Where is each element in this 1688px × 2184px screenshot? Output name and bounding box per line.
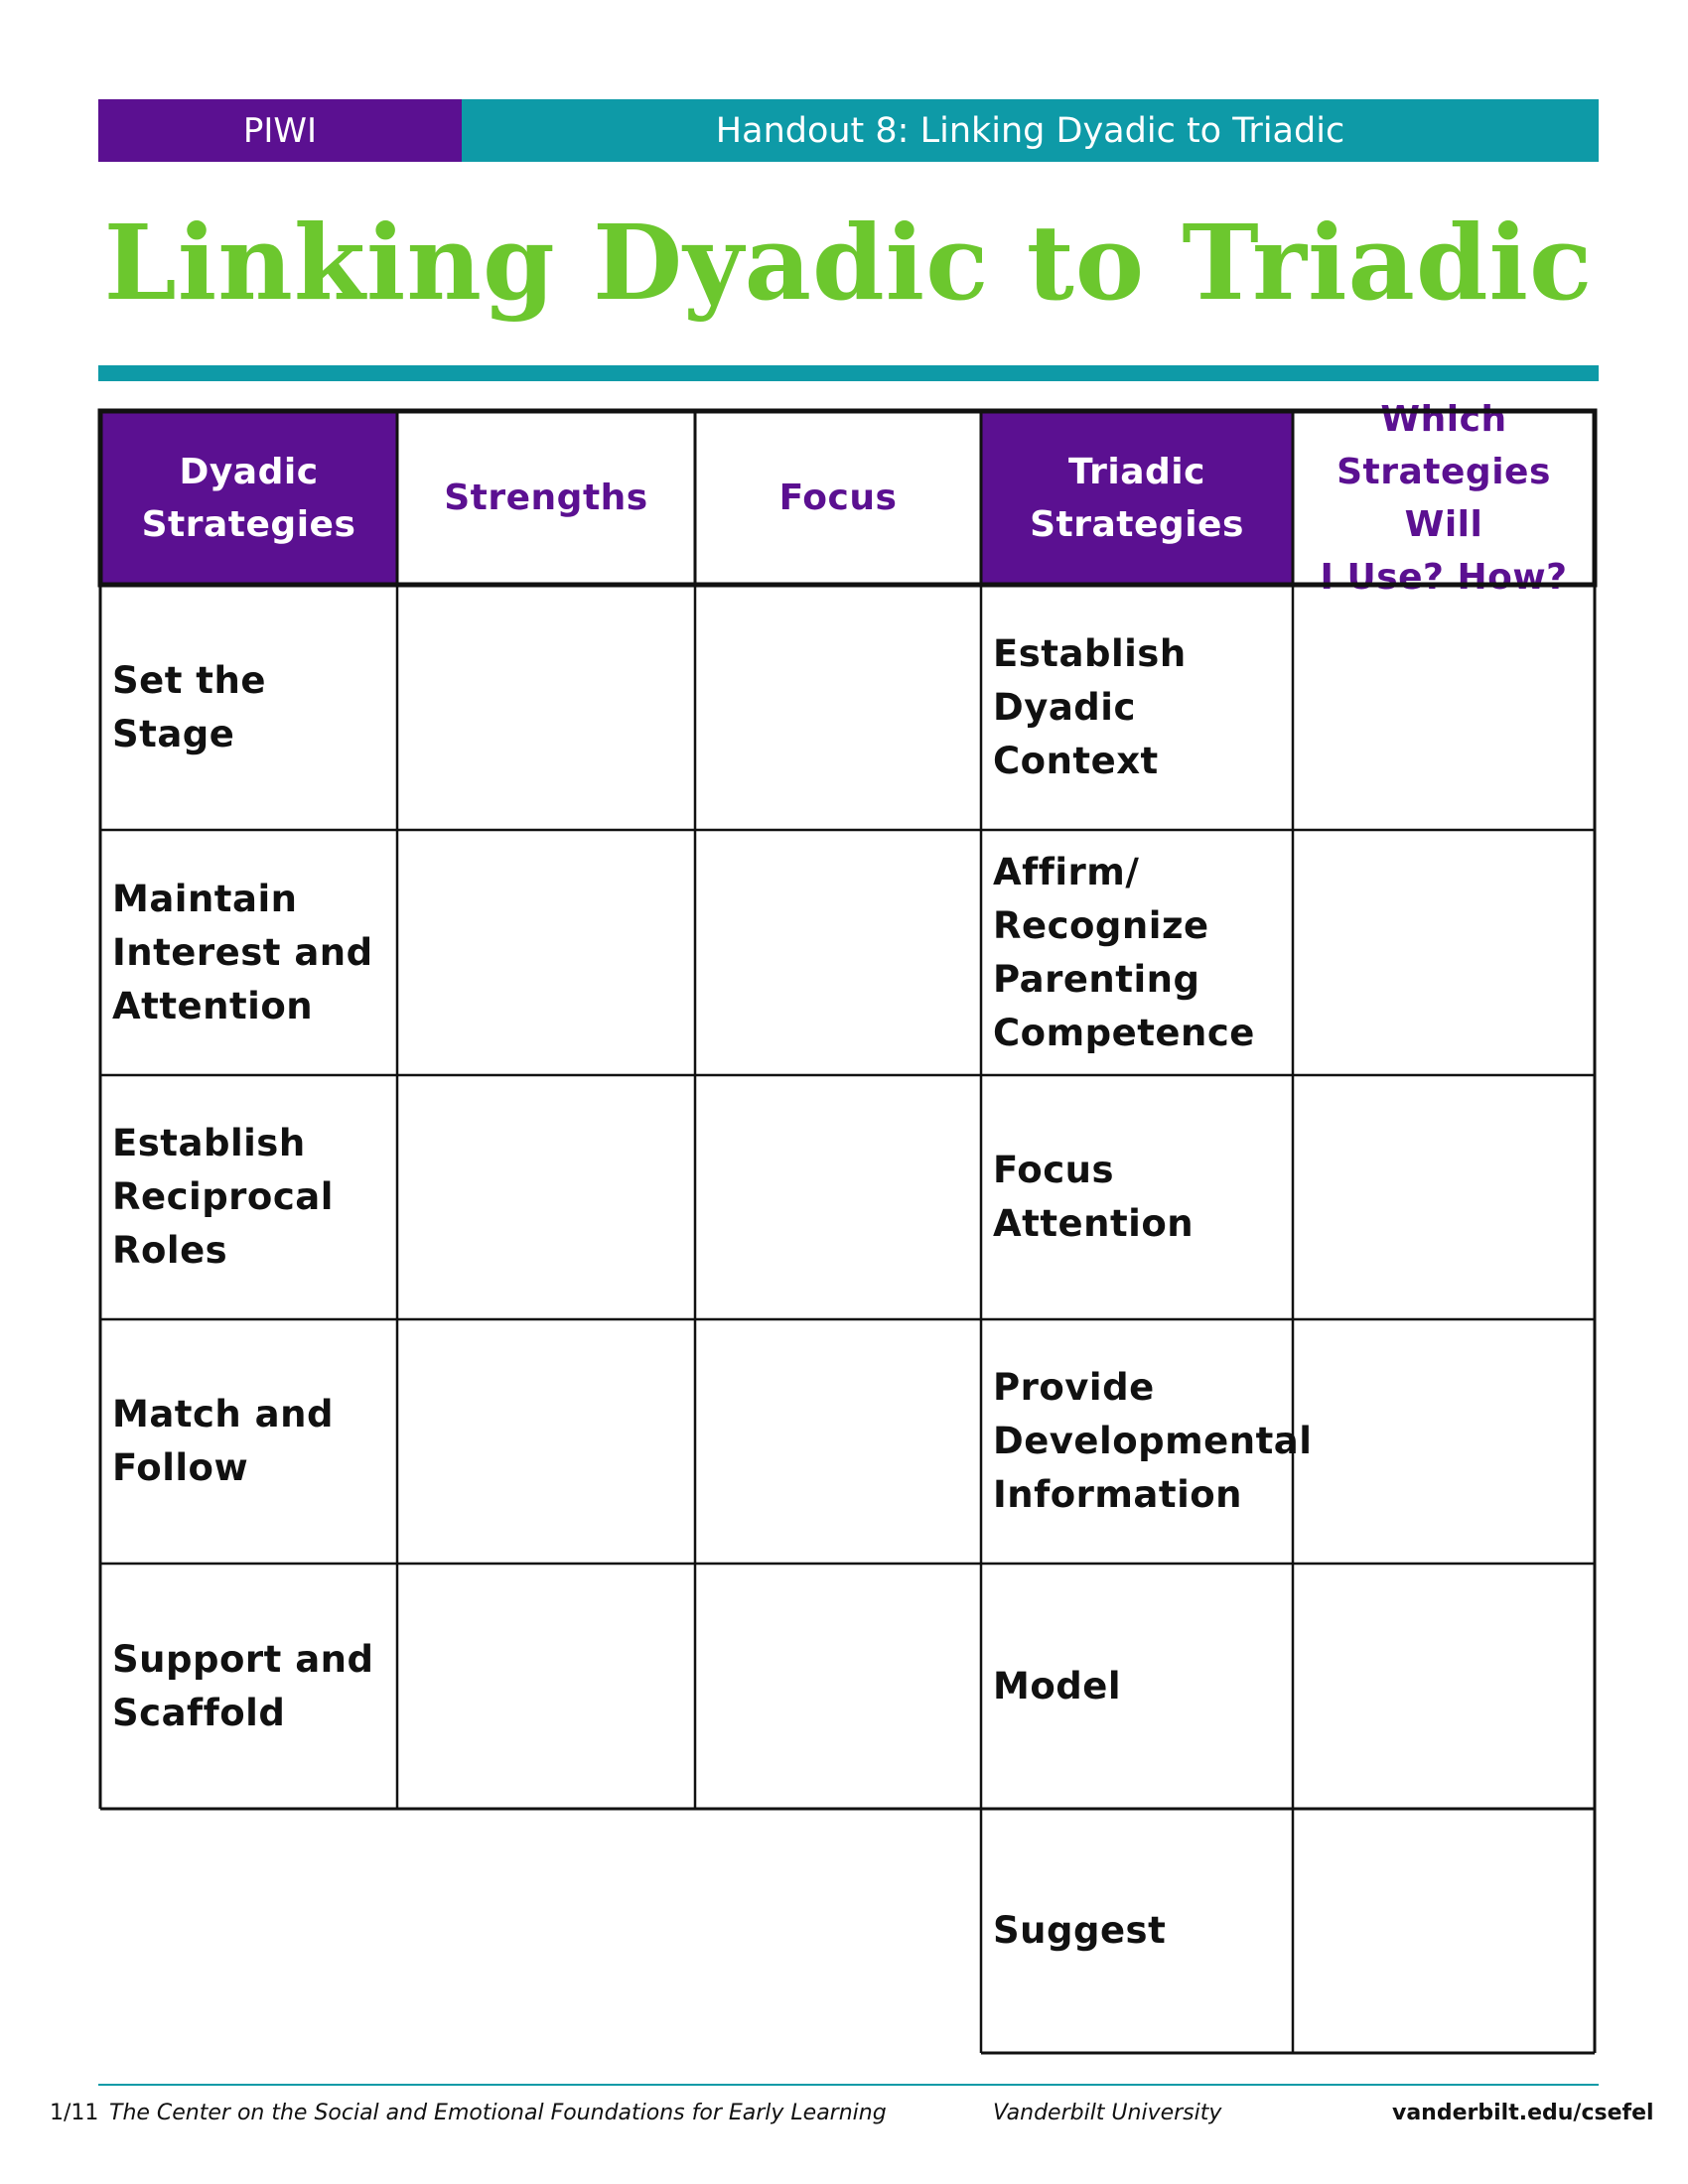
triadic-row-1 [981, 830, 1293, 1075]
title-divider [98, 365, 1599, 381]
triadic-row-5-text: Suggest [993, 1909, 1167, 1952]
dyadic-row-3-text: Match and Follow [112, 1393, 334, 1489]
triadic-row-0-text: Establish Dyadic Context [993, 631, 1187, 782]
dyadic-row-1 [100, 830, 397, 1075]
dyadic-row-4 [100, 1564, 397, 1809]
triadic-row-0 [981, 585, 1293, 830]
dyadic-row-2-text: Establish Reciprocal Roles [112, 1122, 334, 1272]
triadic-row-4 [981, 1564, 1293, 1809]
dyadic-row-3 [100, 1319, 397, 1564]
triadic-row-3 [981, 1319, 1313, 1564]
dyadic-row-2 [100, 1075, 397, 1319]
footer-center-name: The Center on the Social and Emotional Foundations for Early Learning [109, 2101, 887, 2125]
page-title: Linking Dyadic to Triadic [103, 202, 1594, 324]
page-number: 1/11 [50, 2101, 99, 2125]
triadic-row-2 [981, 1075, 1293, 1319]
dyadic-row-4-text: Support and Scaffold [112, 1637, 374, 1734]
footer-divider [98, 2084, 1599, 2086]
header-which-strategies-text: Which Strategies Will I Use? How? [1320, 398, 1568, 598]
header-which-strategies [1293, 398, 1595, 598]
triadic-row-4-text: Model [993, 1664, 1122, 1707]
dyadic-row-0 [100, 585, 397, 830]
header-triadic-strategies [981, 411, 1293, 585]
dyadic-row-0-text: Set the Stage [112, 658, 266, 755]
program-label: PIWI [98, 99, 462, 162]
header-strengths-text: Strengths [444, 478, 648, 518]
header-dyadic-strategies-text: Dyadic Strategies [141, 451, 356, 545]
handout-label: Handout 8: Linking Dyadic to Triadic [462, 99, 1599, 162]
header-focus [695, 411, 981, 585]
header-dyadic-strategies [100, 411, 397, 585]
triadic-row-1-text: Affirm/ Recognize Parenting Competence [993, 850, 1255, 1054]
footer-url: vanderbilt.edu/csefel [1392, 2101, 1654, 2125]
triadic-row-2-text: Focus Attention [993, 1149, 1195, 1245]
triadic-row-3-text: Provide Developmental Information [993, 1366, 1313, 1516]
dyadic-row-1-text: Maintain Interest and Attention [112, 877, 373, 1027]
header-triadic-strategies-text: Triadic Strategies [1030, 451, 1244, 545]
footer-university: Vanderbilt University [993, 2101, 1222, 2125]
handout-header-bar [98, 99, 1599, 162]
header-strengths [397, 411, 695, 585]
header-focus-text: Focus [778, 478, 898, 518]
triadic-row-5 [981, 1809, 1293, 2053]
